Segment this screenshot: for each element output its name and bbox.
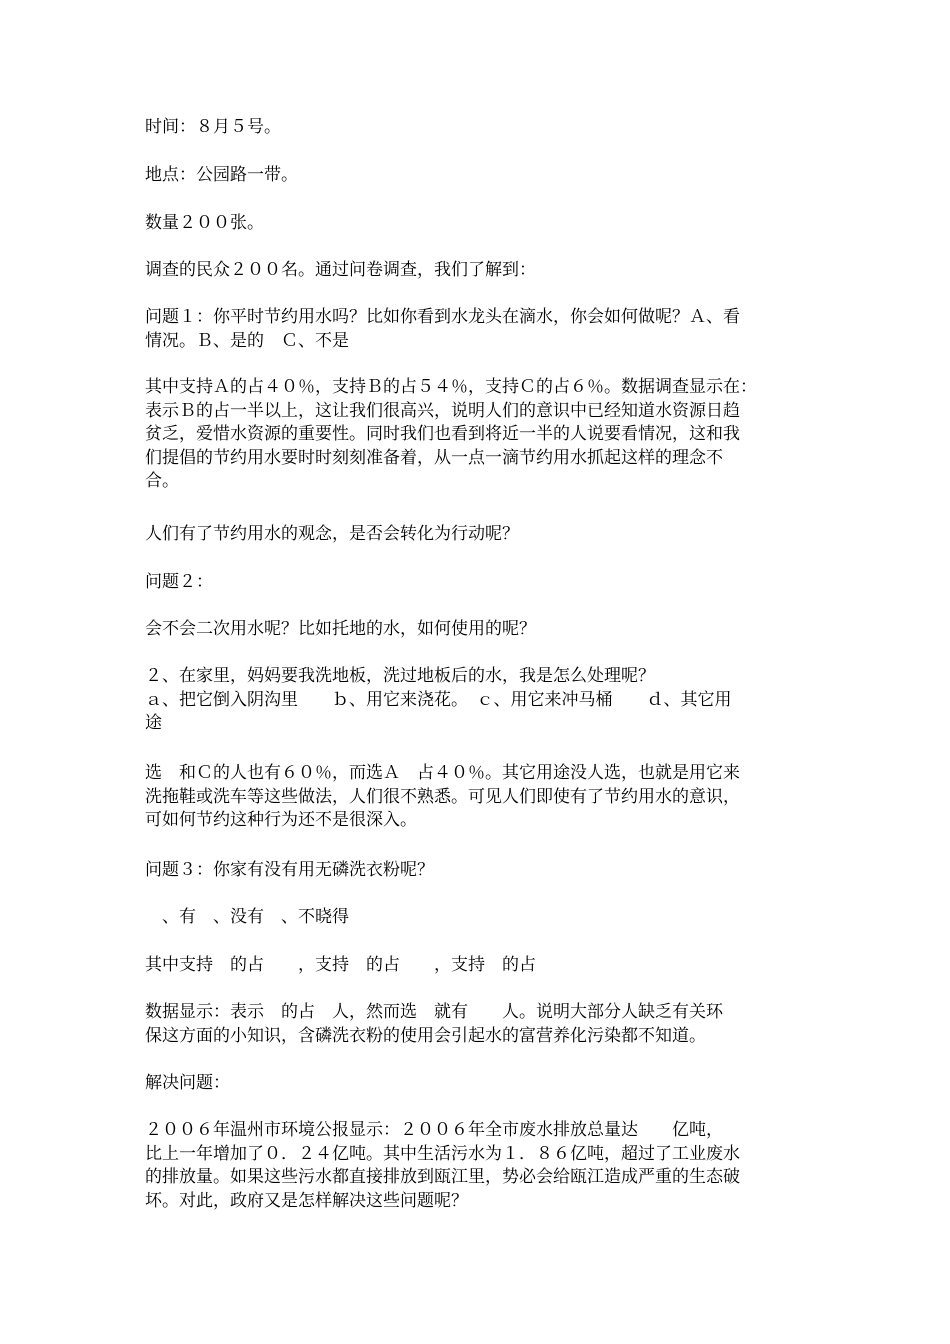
text-line: 途 bbox=[145, 713, 162, 733]
text-line: 洗拖鞋或洗车等这些做法，人们很不熟悉。可见人们即使有了节约用水的意识， bbox=[145, 786, 740, 807]
paragraph-solve-title bbox=[145, 1072, 810, 1096]
text-line: 合。 bbox=[145, 471, 179, 491]
text-line: 调查的民众２００名。通过问卷调查，我们了解到： bbox=[145, 260, 536, 280]
paragraph-question-1-result bbox=[145, 376, 810, 494]
text-line: 坏。对此，政府又是怎样解决这些问题呢？ bbox=[145, 1190, 468, 1211]
text-line: 会不会二次用水呢？比如托地的水，如何使用的呢？ bbox=[145, 619, 536, 639]
text-line: 其中支持Ａ的占４０％，支持Ｂ的占５４％，支持Ｃ的占６％。数据调查显示在： bbox=[145, 377, 757, 397]
text-line: 人们有了节约用水的观念，是否会转化为行动呢？ bbox=[145, 524, 519, 544]
paragraph-question-3-options bbox=[145, 906, 810, 930]
text-line: 、有 、没有 、不晓得 bbox=[145, 907, 349, 927]
text-line: 的排放量。如果这些污水都直接排放到瓯江里，势必会给瓯江造成严重的生态破 bbox=[145, 1167, 740, 1187]
text-line: 可如何节约这种行为还不是很深入。 bbox=[145, 810, 417, 830]
text-line: 其中支持 的占 ，支持 的占 ，支持 的占 bbox=[145, 955, 536, 975]
paragraph-question-2 bbox=[145, 618, 810, 642]
text-line: 时间：８月５号。 bbox=[145, 117, 281, 137]
paragraph-question-2-title bbox=[145, 571, 810, 595]
paragraph-quantity bbox=[145, 212, 810, 236]
text-line: ａ、把它倒入阴沟里 ｂ、用它来浇花。 ｃ、用它来冲马桶 ｄ、其它用 bbox=[145, 689, 732, 710]
text-line: 解决问题： bbox=[145, 1073, 230, 1093]
text-line: 问题３：你家有没有用无磷洗衣粉呢？ bbox=[145, 860, 434, 880]
paragraph-transition bbox=[145, 523, 810, 547]
text-line: 数量２００张。 bbox=[145, 213, 264, 233]
paragraph-place bbox=[145, 164, 810, 188]
text-line: 选 和Ｃ的人也有６０％，而选Ａ 占４０％。其它用途没人选，也就是用它来 bbox=[145, 763, 740, 783]
text-line: 表示Ｂ的占一半以上，这让我们很高兴，说明人们的意识中已经知道水资源日趋 bbox=[145, 400, 740, 421]
text-line: ２、在家里，妈妈要我洗地板，洗过地板后的水，我是怎么处理呢？ bbox=[145, 666, 655, 686]
text-line: 们提倡的节约用水要时时刻刻准备着，从一点一滴节约用水抓起这样的理念不 bbox=[145, 447, 723, 468]
text-line: ２００６年温州市环境公报显示：２００６年全市废水排放总量达 亿吨， bbox=[145, 1120, 723, 1140]
paragraph-question-3-support bbox=[145, 954, 810, 978]
text-line: 贫乏，爱惜水资源的重要性。同时我们也看到将近一半的人说要看情况，这和我 bbox=[145, 424, 740, 444]
paragraph-question-2-options bbox=[145, 665, 810, 736]
paragraph-time bbox=[145, 116, 810, 140]
paragraph-question-2-result bbox=[145, 762, 810, 833]
text-line: 比上一年增加了０．２４亿吨。其中生活污水为１．８６亿吨，超过了工业废水 bbox=[145, 1143, 740, 1164]
text-line: 数据显示：表示 的占 人，然而选 就有 人。说明大部分人缺乏有关环 bbox=[145, 1002, 723, 1022]
paragraph-question-1 bbox=[145, 306, 810, 353]
paragraph-solve-body bbox=[145, 1119, 810, 1213]
paragraph-surveyed bbox=[145, 259, 810, 283]
paragraph-question-3 bbox=[145, 859, 810, 883]
text-line: 问题１：你平时节约用水吗？比如你看到水龙头在滴水，你会如何做呢？Ａ、看 bbox=[145, 307, 740, 327]
text-line: 问题２： bbox=[145, 572, 213, 592]
text-line: 地点：公园路一带。 bbox=[145, 165, 298, 185]
text-line: 保这方面的小知识，含磷洗衣粉的使用会引起水的富营养化污染都不知道。 bbox=[145, 1025, 706, 1046]
text-line: 情况。Ｂ、是的 Ｃ、不是 bbox=[145, 330, 349, 351]
paragraph-question-3-result bbox=[145, 1001, 810, 1048]
